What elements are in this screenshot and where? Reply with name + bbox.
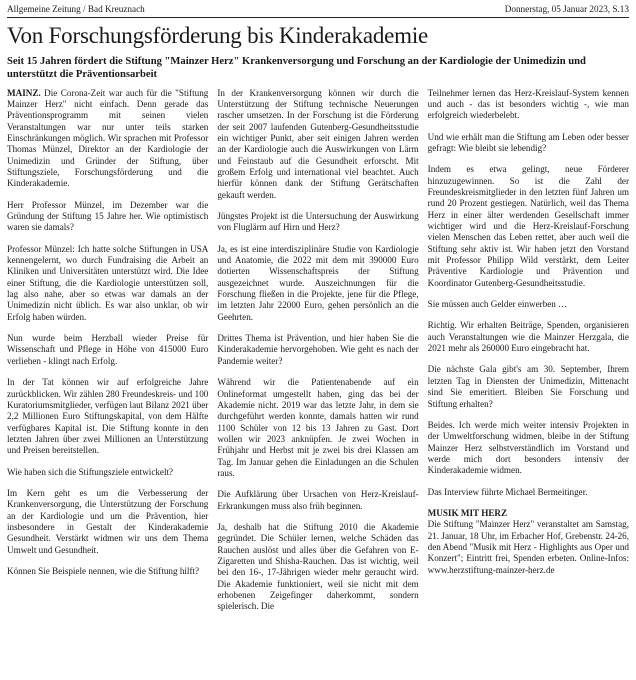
paragraph: Beides. Ich werde mich weiter intensiv Projekten in der Umweltforschung widmen, bleibe in der Stiftung Mainzer Herz selbstverständlich im Vorstand und werde mich dort besonders intensiv der Kinderakademie widmen.	[427, 419, 629, 476]
column-3	[428, 88, 629, 623]
paragraph	[7, 88, 208, 190]
paragraph: Im Kern geht es um die Verbesserung der Krankenversorgung, die Unterstützung der Forschung an der Kardiologie und um die Prävention, hier insbesondere in Gestalt der Kinderakademie Gesundheit. Verstärkt widmen wir uns dem Thema Umwelt und Gesundheit.	[7, 487, 209, 555]
interview-question: Jüngstes Projekt ist die Untersuchung der Auswirkung von Fluglärm auf Hirn und Herz?	[217, 211, 419, 233]
page-header	[7, 3, 629, 18]
paragraph: In der Tat können wir auf erfolgreiche Jahre zurückblicken. Wir zählen 280 Freundeskreis- und 100 Kuratoriumsmitglieder, verfügen laut Bilanz 2021 über 2,2 Millionen Euro Stiftungskapital, von dem Hälfte verfügbares Kapital ist. Die Stiftung konnte in den letzten Jahren über zwei Millionen an Unterstützung und Preisen bereitstellen.	[7, 377, 209, 456]
article-body	[7, 88, 629, 623]
paragraph-text: Die Corona-Zeit war auch für die "Stiftung Mainzer Herz" nicht einfach. Denn gerade das Präventionsprogramm mit seinen vielen Veranstaltungen war nur unter teils starken Einschränkungen möglich. Wir sprachen mit Professor Thomas Münzel, Direktor an der Kardiologie der Unimedizin und Gründer der Stiftung, über Stiftungsziele, Forschungsförderung und die Kinderakademie.	[7, 87, 209, 189]
issue-date-page: Donnerstag, 05 Januar 2023, S.13	[504, 4, 629, 14]
article-headline: Von Forschungsförderung bis Kinderakademie	[7, 23, 429, 48]
paragraph: Während wir die Patientenabende auf ein Onlineformat umgestellt haben, ging das bei der Akademie nicht. 2019 war das letzte Jahr, in dem sie durchgeführt werden konnte, damals hatten wir rund 1100 Schüler von 12 bis 13 Jahren zu Gast. Dort wollen wir 2023 anknüpfen. Je zwei Wochen in Frühjahr und Herbst mit je zwei bis drei Klassen am Tag. Im Januar gehen die Einladungen an die Schulen raus.	[217, 377, 419, 478]
interview-question: Können Sie Beispiele nennen, wie die Stiftung hilft?	[7, 565, 200, 576]
column-1	[7, 88, 208, 623]
paragraph: Ja, deshalb hat die Stiftung 2010 die Akademie gegründet. Die Schüler lernen, welche Schäden das Rauchen auslöst und alles über die Gefahren von E-Zigaretten und Shisha-Rauchen. Das ist wichtig, weil bei den 16-, 17-Jährigen wieder mehr geraucht wird. Die Akademie funktioniert, weil sie nicht mit dem erhobenen Zeigefinger daherkommt, sondern spielerisch. Die	[217, 521, 419, 612]
publication-name: Allgemeine Zeitung / Bad Kreuznach	[7, 4, 145, 14]
interview-question: Nun wurde beim Herzball wieder Preise für Wissenschaft und Pflege in Höhe von 415000 Euro verliehen - klingt nach Erfolg.	[7, 333, 209, 366]
paragraph: Professor Münzel: Ich hatte solche Stiftungen in USA kennengelernt, wo durch Fundraising die Arbeit an Kliniken und Universitäten unterstützt wird. Die Idee einer Stiftung, die die Kardiologie unterstützen soll, lag also nahe, aber so etwas war damals an der Unimedizin nicht üblich. Es war also unklar, ob wir Erfolg haben würden.	[7, 243, 209, 322]
event-text: Die Stiftung "Mainzer Herz" veranstaltet am Samstag, 21. Januar, 18 Uhr, im Erbacher Hof, Grebenstr. 24-26, den Abend "Musik mit Herz - Highlights aus Oper und Konzert"; Eintritt frei, Spenden erbeten. Online-Infos: www.herzstiftung-mainzer-herz.de	[427, 519, 629, 575]
interview-question: Und wie erhält man die Stiftung am Leben oder besser gefragt: Wie bleibt sie lebendig?	[427, 131, 629, 153]
paragraph: Ja, es ist eine interdisziplinäre Studie von Kardiologie und Anatomie, die 2022 mit dem mit 390000 Euro dotierten Wissenschaftspreis der Stiftung ausgezeichnet wurde. Auszeichnungen für die Forschung fließen in die Projekte, jene für die Pflege, im letzten Jahr 22000 Euro, gehen persönlich an die Geehrten.	[217, 243, 419, 322]
paragraph: Richtig. Wir erhalten Beiträge, Spenden, organisieren auch Veranstaltungen wie die Mainzer Herzgala, die 2021 mehr als 260000 Euro eingebracht hat.	[427, 320, 629, 354]
interview-question: Wie haben sich die Stiftungsziele entwickelt?	[7, 466, 174, 477]
paragraph: Teilnehmer lernen das Herz-Kreislauf-System kennen und auch - das ist besonders wichtig -, wie man erfolgreich wiederbelebt.	[427, 87, 629, 121]
interview-question: Die nächste Gala gibt's am 30. September, Ihrem letzten Tag in Diensten der Unimedizin, Mittenacht sind Sie emeritiert. Bleiben Sie Forschung und Stiftung erhalten?	[427, 364, 629, 409]
event-box	[428, 508, 629, 576]
interview-question: Sie müssen auch Gelder einwerben …	[427, 299, 568, 310]
interview-question: Drittes Thema ist Prävention, und hier haben Sie die Kinderakademie hervorgehoben. Wie geht es nach der Pandemie weiter?	[217, 333, 419, 366]
dateline: MAINZ.	[7, 87, 41, 98]
article-deck: Seit 15 Jahren fördert die Stiftung "Mainzer Herz" Krankenversorgung und Forschung an der Kardiologie der Unimedizin und unterstützt die Präventionsarbeit	[7, 56, 586, 81]
paragraph: Indem es etwa gelingt, neue Förderer hinzuzugewinnen. So ist die Zahl der Freundeskreismitglieder in den letzten fünf Jahren um rund 20 Prozent gestiegen. Natürlich, weil das Thema Herz in einer älter werdenden Gesellschaft immer wichtiger wird und die Herz-Kreislauf-Forschung vielen Menschen das Leben rettet, aber auch weil die Stiftung sehr aktiv ist. Wir haben jetzt den Vorstand mit Professor Philipp Wild verstärkt, dem Leiter Präventive Kardiologie und Prävention und Koordinator Gutenberg-Gesundheitsstudie.	[427, 164, 629, 288]
interviewer-credit: Das Interview führte Michael Bermeitinger.	[427, 486, 588, 497]
event-heading: MUSIK MIT HERZ	[427, 507, 508, 518]
interview-question: Die Aufklärung über Ursachen von Herz-Kreislauf-Erkrankungen muss also früh beginnen.	[217, 489, 419, 511]
paragraph: In der Krankenversorgung können wir durch die Unterstützung der Stiftung technische Neuerungen rascher umsetzen. In der Forschung ist die Förderung der seit 2007 laufenden Gutenberg-Gesundheitsstudie ein wichtiger Punkt, aber seit einigen Jahren werden an der Kardiologie auch die Auswirkungen von Lärm und Feinstaub auf die Gesundheit erforscht. Mit großem Erfolg und international viel beachtet. Auch hierfür können dank der Stiftung Gerätschaften gekauft werden.	[217, 87, 419, 200]
interview-question: Herr Professor Münzel, im Dezember war die Gründung der Stiftung 15 Jahre her. Wie optimistisch waren sie damals?	[7, 199, 209, 233]
column-2	[217, 88, 418, 623]
